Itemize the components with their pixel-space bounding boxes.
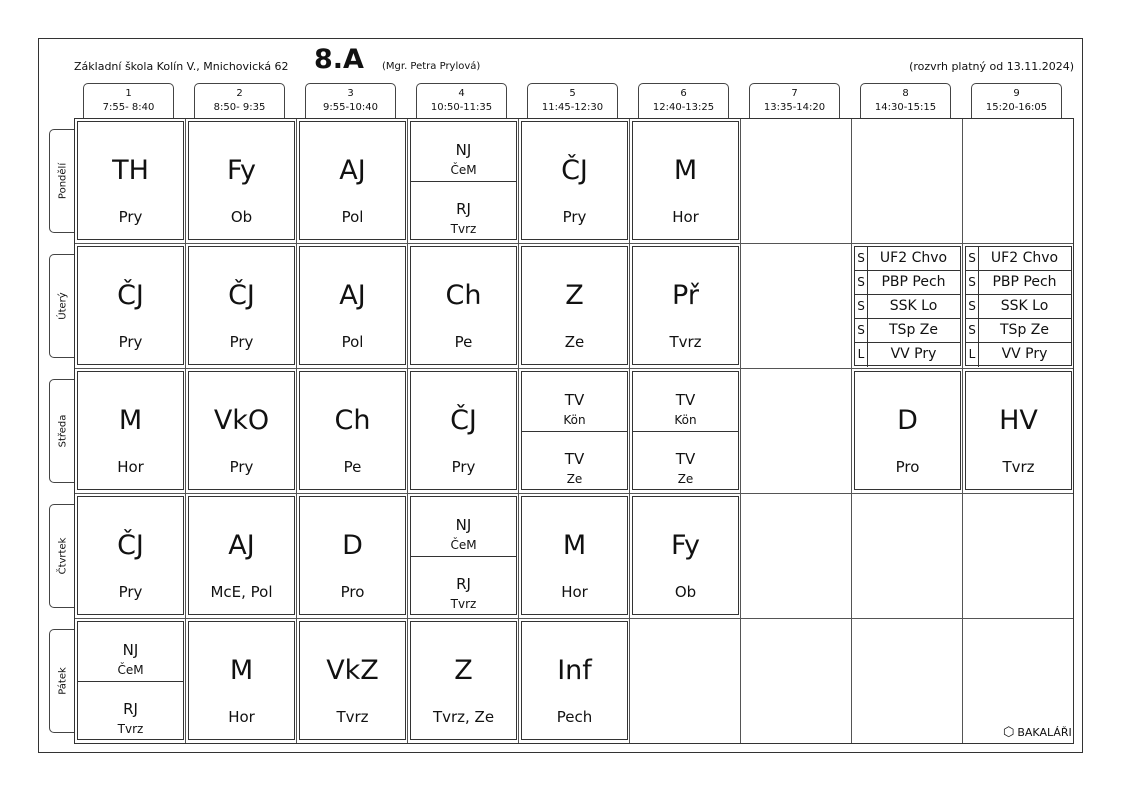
lesson-cell — [299, 621, 406, 740]
lesson-cell — [77, 246, 184, 365]
teacher: Kön — [563, 413, 586, 427]
teacher: Pe — [343, 458, 362, 476]
teacher: Tvrz, Ze — [432, 708, 495, 726]
lesson-cell — [521, 246, 628, 365]
subject: TV — [564, 450, 585, 468]
lesson-cell — [188, 496, 295, 615]
teacher: Ob — [230, 208, 253, 226]
teacher: McE, Pol — [210, 583, 273, 601]
subject: AJ — [339, 280, 366, 311]
period-number: 4 — [458, 88, 465, 99]
elective-row: S TSp Ze — [855, 319, 960, 343]
elective-row: S PBP Pech — [966, 271, 1071, 295]
period-header — [194, 83, 285, 118]
period-time: 13:35-14:20 — [763, 102, 826, 113]
group-lesson — [78, 681, 183, 740]
teacher: ČeM — [117, 663, 144, 677]
subject: Fy — [670, 530, 701, 561]
period-time: 7:55- 8:40 — [102, 102, 155, 113]
subject: ČJ — [117, 530, 144, 561]
teacher: Pry — [118, 208, 143, 226]
teacher: ČeM — [450, 538, 477, 552]
group-lesson — [411, 122, 516, 182]
period-time: 11:45-12:30 — [541, 102, 604, 113]
teacher: Tvrz — [669, 333, 702, 351]
lesson-cell — [188, 121, 295, 240]
subject: ČJ — [117, 280, 144, 311]
period-header — [527, 83, 618, 118]
teacher: Pol — [341, 333, 364, 351]
teacher: Hor — [672, 208, 699, 226]
lesson-cell-split — [410, 496, 517, 615]
teacher: Ze — [566, 472, 583, 486]
period-time: 15:20-16:05 — [985, 102, 1048, 113]
period-time: 9:55-10:40 — [323, 102, 378, 113]
subject: ČJ — [450, 405, 477, 436]
teacher: Pry — [118, 583, 143, 601]
teacher: Pry — [118, 333, 143, 351]
teacher: Tvrz — [1002, 458, 1035, 476]
day-label-wednesday: Středa — [49, 379, 75, 483]
subject: AJ — [339, 155, 366, 186]
period-time: 14:30-15:15 — [874, 102, 937, 113]
teacher: Pry — [451, 458, 476, 476]
period-number: 5 — [569, 88, 576, 99]
lesson-cell — [77, 371, 184, 490]
subject: Inf — [557, 655, 592, 686]
day-label-thursday: Čtvrtek — [49, 504, 75, 608]
lesson-cell — [188, 621, 295, 740]
subject: M — [229, 655, 254, 686]
period-number: 7 — [791, 88, 798, 99]
elective-row: S UF2 Chvo — [966, 247, 1071, 271]
lesson-cell — [299, 496, 406, 615]
period-time: 10:50-11:35 — [430, 102, 493, 113]
period-header — [971, 83, 1062, 118]
subject: M — [673, 155, 698, 186]
elective-row: S PBP Pech — [855, 271, 960, 295]
lesson-cell — [632, 496, 739, 615]
lesson-cell — [299, 121, 406, 240]
subject: TH — [112, 155, 149, 186]
period-time: 12:40-13:25 — [652, 102, 715, 113]
teacher: Pro — [340, 583, 365, 601]
period-header — [305, 83, 396, 118]
elective-list — [854, 246, 961, 366]
subject: AJ — [228, 530, 255, 561]
elective-row: S UF2 Chvo — [855, 247, 960, 271]
period-number: 9 — [1013, 88, 1020, 99]
teacher: Hor — [228, 708, 255, 726]
teacher: Ob — [674, 583, 697, 601]
teacher: Pro — [895, 458, 920, 476]
subject: VkO — [213, 405, 270, 436]
elective-row: L VV Pry — [966, 343, 1071, 367]
day-label-friday: Pátek — [49, 629, 75, 733]
lesson-cell — [410, 371, 517, 490]
teacher: Pry — [229, 458, 254, 476]
subject: NJ — [455, 141, 472, 159]
teacher: Pol — [341, 208, 364, 226]
group-lesson — [522, 431, 627, 490]
subject: D — [897, 405, 918, 436]
subject: Ch — [445, 280, 482, 311]
period-number: 1 — [125, 88, 132, 99]
period-time: 8:50- 9:35 — [213, 102, 266, 113]
period-header — [860, 83, 951, 118]
subject: Z — [454, 655, 473, 686]
subject: TV — [675, 391, 696, 409]
period-number: 8 — [902, 88, 909, 99]
group-lesson — [411, 181, 516, 240]
subject: M — [562, 530, 587, 561]
subject: Z — [565, 280, 584, 311]
subject: NJ — [455, 516, 472, 534]
group-lesson — [633, 431, 738, 490]
subject: ČJ — [561, 155, 588, 186]
group-lesson — [411, 556, 516, 615]
lesson-cell — [299, 371, 406, 490]
teacher: Pry — [562, 208, 587, 226]
period-header — [749, 83, 840, 118]
teacher: Pry — [229, 333, 254, 351]
lesson-cell — [965, 371, 1072, 490]
lesson-cell — [521, 621, 628, 740]
lesson-cell — [632, 121, 739, 240]
lesson-cell — [632, 246, 739, 365]
teacher: ČeM — [450, 163, 477, 177]
period-header — [638, 83, 729, 118]
hexagon-icon: ⬡ — [1003, 725, 1015, 740]
day-label-monday: Pondělí — [49, 129, 75, 233]
teacher: Tvrz — [450, 222, 477, 236]
teacher: Hor — [117, 458, 144, 476]
lesson-cell — [521, 121, 628, 240]
subject: VkZ — [326, 655, 379, 686]
lesson-cell — [77, 121, 184, 240]
subject: TV — [675, 450, 696, 468]
school-name: Základní škola Kolín V., Mnichovická 62 — [74, 60, 289, 73]
lesson-cell-split — [77, 621, 184, 740]
period-number: 3 — [347, 88, 354, 99]
subject: Fy — [226, 155, 257, 186]
teacher: Pe — [454, 333, 473, 351]
subject: NJ — [122, 641, 139, 659]
lesson-cell — [410, 621, 517, 740]
subject: RJ — [456, 575, 471, 593]
period-number: 2 — [236, 88, 243, 99]
teacher: Ze — [564, 333, 585, 351]
elective-row: S TSp Ze — [966, 319, 1071, 343]
lesson-cell — [410, 246, 517, 365]
validity-note: (rozvrh platný od 13.11.2024) — [909, 60, 1074, 73]
subject: Př — [672, 280, 699, 311]
group-lesson — [411, 497, 516, 557]
lesson-cell — [188, 246, 295, 365]
teacher: Tvrz — [450, 597, 477, 611]
brand-name: BAKALÁŘI — [1017, 726, 1072, 739]
period-header — [83, 83, 174, 118]
lesson-cell-split — [410, 121, 517, 240]
subject: D — [342, 530, 363, 561]
teacher: Ze — [677, 472, 694, 486]
subject: Ch — [334, 405, 371, 436]
subject: RJ — [456, 200, 471, 218]
group-lesson — [522, 372, 627, 432]
lesson-cell-split — [632, 371, 739, 490]
teacher: Tvrz — [336, 708, 369, 726]
teacher: Kön — [674, 413, 697, 427]
subject: M — [118, 405, 143, 436]
subject: RJ — [123, 700, 138, 718]
elective-row: L VV Pry — [855, 343, 960, 367]
group-lesson — [633, 372, 738, 432]
lesson-cell — [854, 371, 961, 490]
subject: TV — [564, 391, 585, 409]
elective-row: S SSK Lo — [855, 295, 960, 319]
period-number: 6 — [680, 88, 687, 99]
lesson-cell — [521, 496, 628, 615]
class-name: 8.A — [314, 44, 364, 75]
lesson-cell — [188, 371, 295, 490]
teacher: Hor — [561, 583, 588, 601]
group-lesson — [78, 622, 183, 682]
teacher: Pech — [556, 708, 593, 726]
lesson-cell — [299, 246, 406, 365]
elective-list — [965, 246, 1072, 366]
teacher: Tvrz — [117, 722, 144, 736]
subject: ČJ — [228, 280, 255, 311]
brand-logo — [1003, 725, 1072, 740]
class-teacher: (Mgr. Petra Prylová) — [382, 61, 481, 72]
elective-row: S SSK Lo — [966, 295, 1071, 319]
day-label-tuesday: Úterý — [49, 254, 75, 358]
period-header — [416, 83, 507, 118]
lesson-cell-split — [521, 371, 628, 490]
subject: HV — [999, 405, 1038, 436]
lesson-cell — [77, 496, 184, 615]
